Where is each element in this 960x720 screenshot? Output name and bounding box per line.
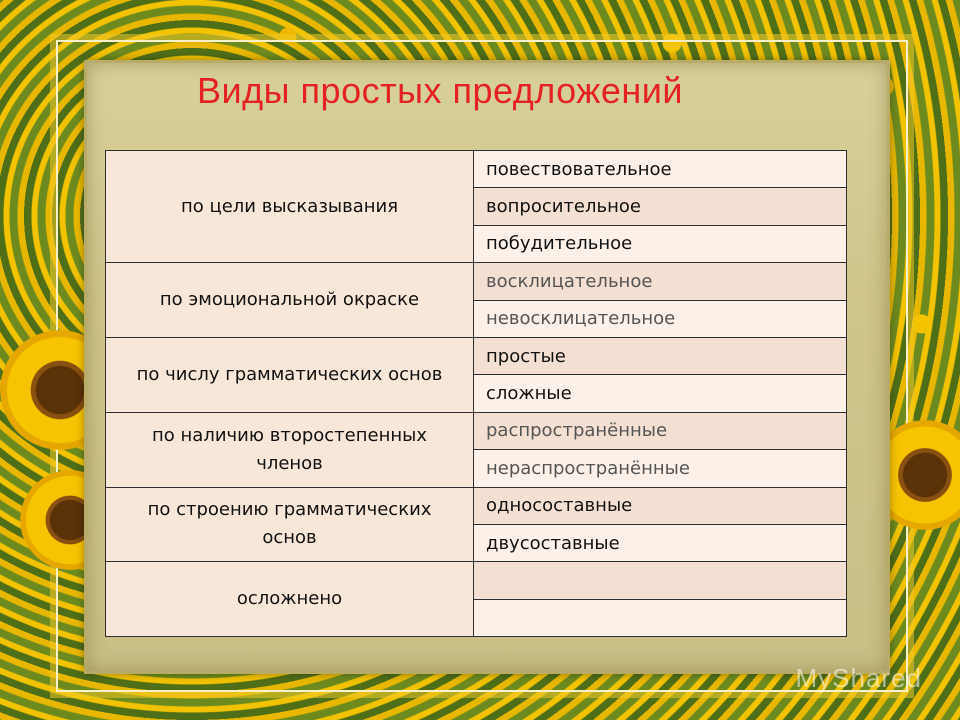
- category-cell: по строению грамматических основ: [106, 487, 474, 562]
- sentence-types-table: [105, 150, 847, 637]
- category-cell: по числу грамматических основ: [106, 337, 474, 412]
- table-row: [106, 412, 847, 449]
- category-cell: по наличию второстепенных членов: [106, 412, 474, 487]
- table-row: [106, 151, 847, 188]
- value-cell: вопросительное: [474, 188, 847, 225]
- value-cell: побудительное: [474, 225, 847, 262]
- value-cell: нераспространённые: [474, 450, 847, 487]
- value-cell: односоставные: [474, 487, 847, 524]
- table-row: [106, 487, 847, 524]
- value-cell: распространённые: [474, 412, 847, 449]
- table-row: [106, 562, 847, 599]
- value-cell: сложные: [474, 375, 847, 412]
- value-cell: [474, 562, 847, 599]
- category-cell: осложнено: [106, 562, 474, 637]
- value-cell: [474, 599, 847, 636]
- category-cell: по цели высказывания: [106, 151, 474, 263]
- watermark-logo: MyShared: [795, 663, 922, 693]
- table-row: [106, 263, 847, 300]
- value-cell: восклицательное: [474, 263, 847, 300]
- value-cell: повествовательное: [474, 151, 847, 188]
- value-cell: простые: [474, 337, 847, 374]
- category-cell: по эмоциональной окраске: [106, 263, 474, 338]
- table-row: [106, 337, 847, 374]
- value-cell: двусоставные: [474, 524, 847, 561]
- page-title: Виды простых предложений: [197, 70, 683, 111]
- value-cell: невосклицательное: [474, 300, 847, 337]
